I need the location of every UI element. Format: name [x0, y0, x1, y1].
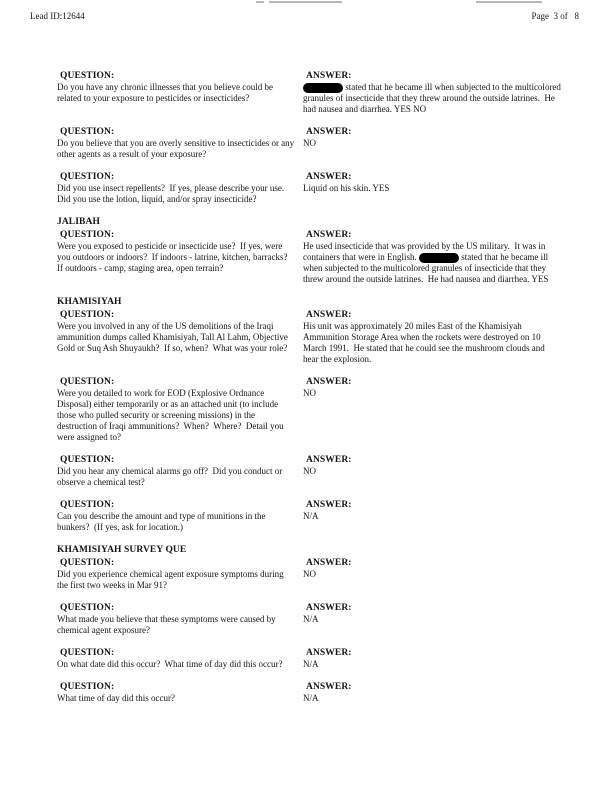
qa-row	[57, 172, 561, 205]
qa-row	[57, 603, 561, 636]
answer-label: ANSWER:	[306, 127, 352, 137]
question-cell	[57, 127, 303, 160]
question-cell	[57, 377, 303, 443]
answer-cell	[303, 172, 561, 205]
answer-label: ANSWER:	[306, 558, 352, 568]
redaction-box	[419, 253, 459, 263]
question-label: QUESTION:	[60, 682, 115, 692]
question-text: Were you exposed to pesticide or insecticide use? If yes, were you outdoors or indoors? If indoors - latrine, kitchen, barracks? If outdoors - camp, staging area, open terrain?	[57, 241, 292, 273]
question-cell	[57, 558, 303, 591]
question-label: QUESTION:	[60, 500, 115, 510]
answer-label: ANSWER:	[306, 310, 352, 320]
answer-cell	[303, 682, 561, 704]
question-label: QUESTION:	[60, 648, 115, 658]
answer-cell	[303, 558, 561, 591]
qa-row	[57, 230, 561, 285]
question-cell	[57, 172, 303, 205]
question-label: QUESTION:	[60, 377, 115, 387]
question-label: QUESTION:	[60, 172, 115, 182]
question-text: Were you detailed to work for EOD (Explosive Ordnance Disposal) either temporarily or as an attached unit (to include those who pulled security or screening missions) in the destruction of Iraqi ammunitions? When? Where? Detail you were assigned to?	[57, 388, 286, 442]
question-cell	[57, 603, 303, 636]
question-label: QUESTION:	[60, 230, 115, 240]
question-label: QUESTION:	[60, 603, 115, 613]
question-text: Did you hear any chemical alarms go off? Did you conduct or observe a chemical test?	[57, 466, 285, 487]
qa-row	[57, 455, 561, 488]
answer-label: ANSWER:	[306, 682, 352, 692]
answer-text: N/A	[303, 659, 319, 669]
answer-cell	[303, 230, 561, 285]
question-label: QUESTION:	[60, 558, 115, 568]
answer-cell	[303, 310, 561, 365]
question-text: Do you have any chronic illnesses that you believe could be related to your exposure to pesticides or insecticides?	[57, 82, 276, 103]
qa-row	[57, 127, 561, 160]
answer-text: N/A	[303, 614, 319, 624]
question-label: QUESTION:	[60, 310, 115, 320]
answer-text: NO	[303, 569, 316, 579]
qa-row	[57, 500, 561, 533]
question-cell	[57, 310, 303, 365]
question-text: On what date did this occur? What time of day did this occur?	[57, 659, 283, 669]
answer-label: ANSWER:	[306, 172, 352, 182]
answer-text-part: He used insecticide that was provided by the US military. It was in containers that were in English.	[303, 241, 548, 262]
question-text: What time of day did this occur?	[57, 693, 175, 703]
question-text: What made you believe that these symptoms were caused by chemical agent exposure?	[57, 614, 278, 635]
answer-text: His unit was approximately 20 miles East of the Khamisiyah Ammunition Storage Area when the rockets were destroyed on 10 March 1991. He stated that he could see the mushroom clouds and hear the explosion.	[303, 321, 547, 364]
question-text: Did you use insect repellents? If yes, please describe your use. Did you use the lotion, liquid, and/or spray insecticide?	[57, 183, 289, 204]
question-text: Do you believe that you are overly sensitive to insecticides or any other agents as a result of your exposure?	[57, 138, 297, 159]
answer-label: ANSWER:	[306, 455, 352, 465]
answer-text: NO	[303, 138, 316, 148]
question-cell	[57, 455, 303, 488]
qa-row	[57, 682, 561, 704]
section-title-jalibah: JALIBAH	[57, 217, 100, 227]
question-label: QUESTION:	[60, 455, 115, 465]
question-cell	[57, 230, 303, 285]
answer-cell	[303, 377, 561, 443]
qa-row	[57, 377, 561, 443]
answer-cell	[303, 127, 561, 160]
answer-label: ANSWER:	[306, 648, 352, 658]
answer-label: ANSWER:	[306, 230, 352, 240]
page-number: Page 3 of 8	[531, 11, 579, 21]
qa-row	[57, 71, 564, 115]
question-cell	[57, 71, 303, 115]
lead-id: Lead ID:12644	[30, 11, 85, 21]
answer-text: N/A	[303, 693, 319, 703]
question-label: QUESTION:	[60, 71, 115, 81]
qa-row	[57, 648, 561, 670]
answer-label: ANSWER:	[306, 377, 352, 387]
answer-label: ANSWER:	[306, 500, 352, 510]
scan-artifact	[476, 1, 542, 3]
section-title-khamisiyah-survey: KHAMISIYAH SURVEY QUE	[57, 545, 187, 555]
answer-cell	[303, 603, 561, 636]
answer-text-part: stated that he became ill when subjected to the multicolored granules of insecticide that they threw around the outside latrines. He had nausea and diarrhea. YES	[303, 252, 551, 284]
answer-text: NO	[303, 466, 316, 476]
answer-label: ANSWER:	[306, 71, 352, 81]
qa-row	[57, 558, 561, 591]
answer-text	[303, 82, 564, 115]
answer-cell	[303, 71, 564, 115]
answer-text-part: stated that he became ill when subjected to the multicolored granules of insecticide that they threw around the outside latrines. He had nausea and diarrhea. YES NO	[303, 82, 564, 114]
question-cell	[57, 682, 303, 704]
question-text: Did you experience chemical agent exposure symptoms during the first two weeks in Mar 91?	[57, 569, 286, 590]
section-title-khamisiyah: KHAMISIYAH	[57, 297, 122, 307]
qa-row	[57, 310, 561, 365]
question-text: Can you describe the amount and type of munitions in the bunkers? (If yes, ask for location.)	[57, 511, 268, 532]
question-label: QUESTION:	[60, 127, 115, 137]
answer-label: ANSWER:	[306, 603, 352, 613]
page-header	[30, 11, 579, 22]
scan-artifact	[256, 1, 264, 3]
answer-cell	[303, 500, 561, 533]
redaction-box	[303, 83, 343, 93]
question-text: Were you involved in any of the US demolitions of the Iraqi ammunition dumps called Khamisiyah, Tall Al Lahm, Objective Gold or Suq Ash Shuyaukh? If so, when? What was your role?	[57, 321, 291, 353]
answer-text: NO	[303, 388, 316, 398]
answer-cell	[303, 648, 561, 670]
answer-text: N/A	[303, 511, 319, 521]
answer-text: Liquid on his skin. YES	[303, 183, 390, 193]
question-cell	[57, 648, 303, 670]
answer-text	[303, 241, 561, 285]
question-cell	[57, 500, 303, 533]
scan-artifact	[269, 1, 342, 3]
answer-cell	[303, 455, 561, 488]
questionnaire-content	[57, 71, 564, 716]
